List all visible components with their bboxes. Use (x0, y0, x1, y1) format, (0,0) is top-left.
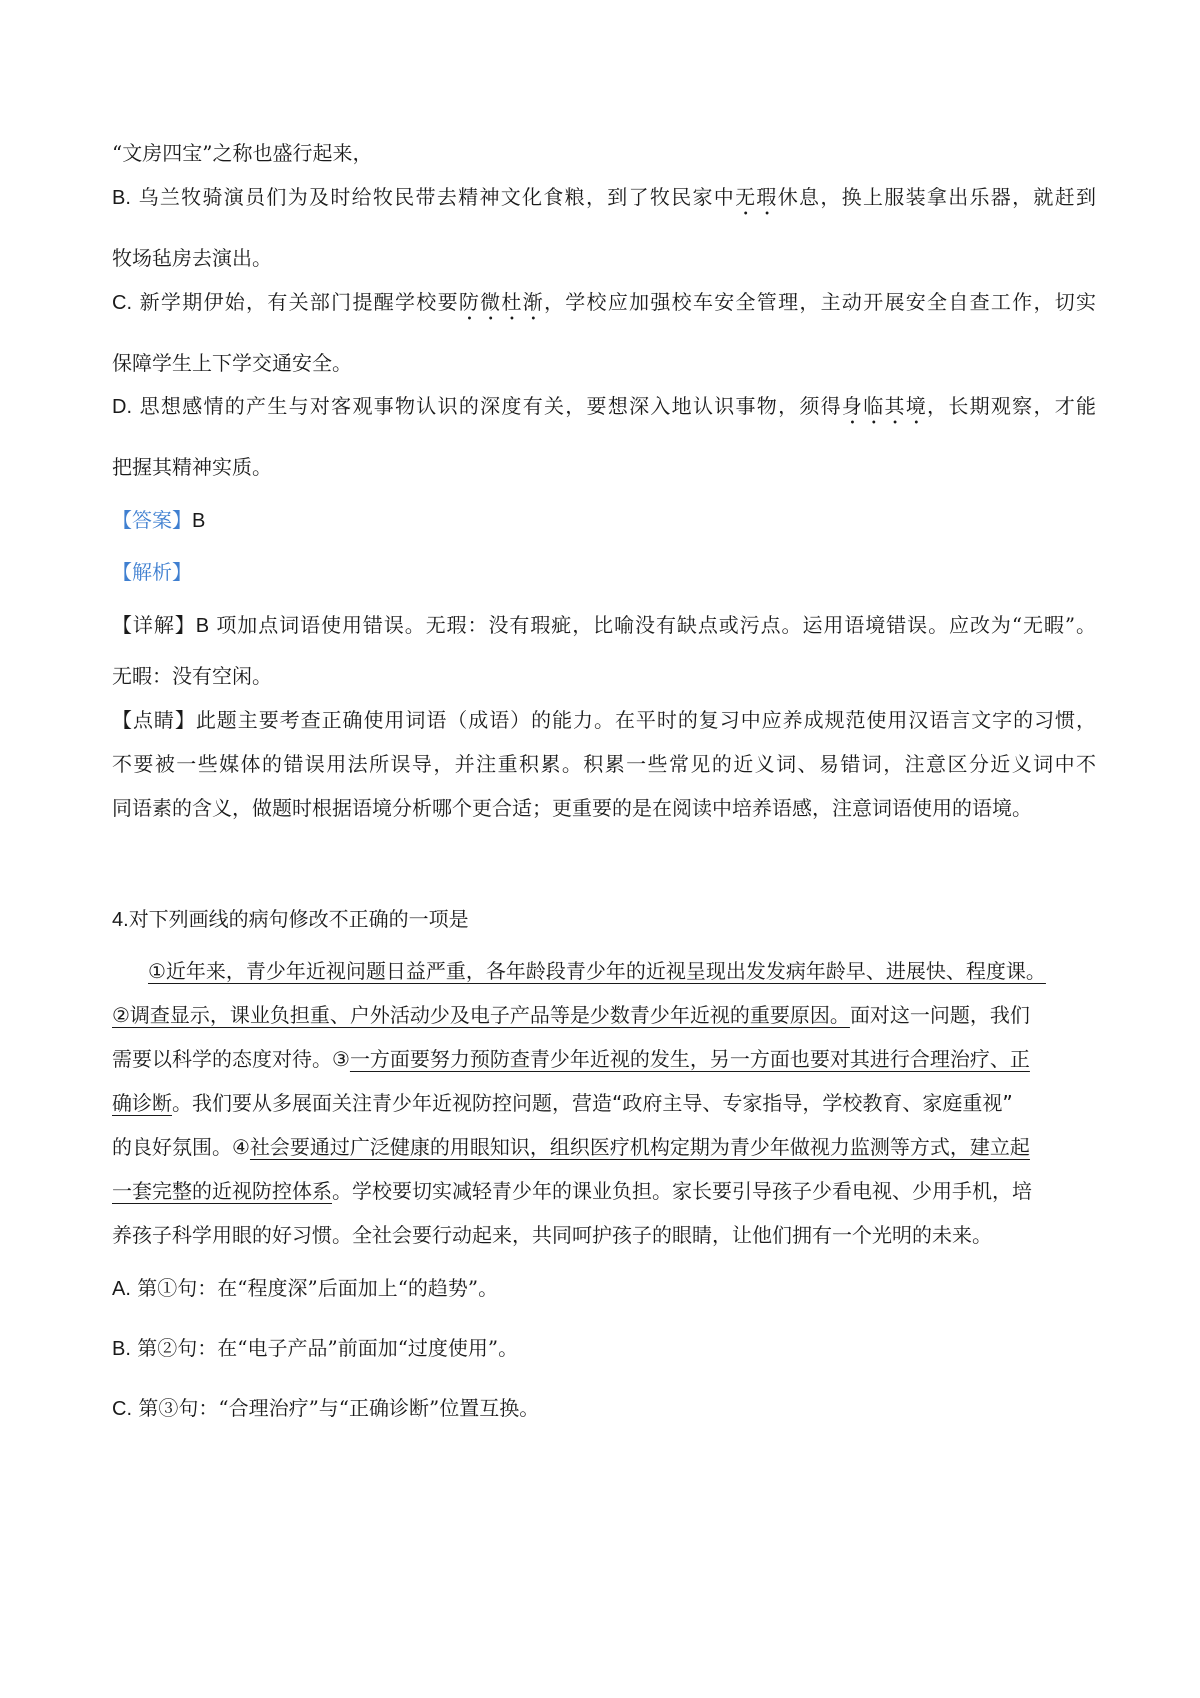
option-b (112, 182, 1096, 220)
tip-line1 (112, 705, 1096, 735)
passage-line7: 养孩子科学用眼的好习惯。全社会要行动起来，共同呵护孩子的眼睛，让他们拥有一个光明的未来。 (112, 1223, 992, 1247)
tip-text: 此题主要考查正确使用词语（成语）的能力。在平时的复习中应养成规范使用汉语言文字的习惯， (195, 708, 1097, 732)
underlined-sentence-4-end: 一套完整的近视防控体系 (112, 1179, 332, 1203)
detail-tag: 【详解】 (112, 613, 196, 637)
option-c (112, 287, 1096, 325)
option-a-continuation: “文房四宝”之称也盛行起来， (112, 141, 373, 165)
analysis-tag (112, 557, 1096, 587)
analysis-label: 【解析】 (112, 560, 192, 584)
option-a (112, 1273, 1096, 1304)
answer-value: B (192, 510, 206, 532)
option-c-line2: 保障学生上下学交通安全。 (112, 351, 352, 375)
detail-line2: 无暇：没有空闲。 (112, 664, 272, 688)
option-c (112, 1393, 1096, 1424)
passage-line4 (112, 1088, 1096, 1118)
option-d (112, 391, 1096, 429)
option-text: 第③句：“合理治疗”与“正确诊断”位置互换。 (132, 1396, 540, 1420)
question-text: 对下列画线的病句修改不正确的一项是 (128, 907, 469, 931)
option-letter: B. (112, 187, 131, 209)
underlined-sentence-3-end: 确诊断 (112, 1091, 172, 1115)
detail-text: 项加点词语使用错误。无瑕：没有瑕疵，比喻没有缺点或污点。运用语境错误。应改为“无暇”。 (209, 613, 1096, 637)
option-text: ，学校应加强校车安全管理，主动开展安全自查工作，切实 (543, 290, 1097, 314)
detail-line (112, 610, 1096, 641)
option-text: 新学期伊始，有关部门提醒学校要 (132, 290, 459, 314)
option-letter: D. (112, 396, 132, 418)
underlined-sentence-1: ①近年来，青少年近视问题日益严重，各年龄段青少年的近视呈现出发发病年龄早、进展快、程度课。 (148, 959, 1046, 983)
tip-tag: 【点睛】 (112, 708, 196, 732)
option-text: 休息，换上服装拿出乐器，就赶到 (777, 185, 1097, 209)
answer-line (112, 505, 1096, 536)
question-number: 4. (112, 909, 129, 931)
option-text: ，长期观察，才能 (927, 394, 1097, 418)
answer-tag: 【答案】 (112, 508, 192, 532)
option-letter: C. (112, 292, 132, 314)
option-d-line2: 把握其精神实质。 (112, 455, 272, 479)
question-4-stem (112, 904, 1096, 935)
passage-line5 (112, 1132, 1096, 1162)
option-text: 第②句：在“电子产品”前面加“过度使用”。 (130, 1336, 519, 1360)
emphasized-word: 防微杜渐 (458, 290, 544, 314)
emphasized-word: 无瑕 (735, 185, 778, 209)
option-letter: C. (112, 1398, 132, 1420)
passage-line1 (148, 956, 1096, 986)
tip-line2: 不要被一些媒体的错误用法所误导，并注重积累。积累一些常见的近义词、易错词，注意区分近义词中不 (112, 752, 1096, 776)
passage-text: 。我们要从多展面关注青少年近视防控问题，营造“政府主导、专家指导，学校教育、家庭重视” (172, 1091, 1013, 1115)
underlined-sentence-4: 社会要通过广泛健康的用眼知识，组织医疗机构定期为青少年做视力监测等方式，建立起 (249, 1135, 1030, 1159)
passage-line6 (112, 1176, 1096, 1206)
option-letter: A. (112, 1278, 131, 1300)
passage-line2 (112, 1000, 1096, 1030)
option-b-line2: 牧场毡房去演出。 (112, 246, 272, 270)
option-b (112, 1333, 1096, 1364)
option-text: 思想感情的产生与对客观事物认识的深度有关，要想深入地认识事物，须得 (132, 394, 842, 418)
emphasized-word: 身临其境 (841, 394, 928, 418)
passage-line3 (112, 1044, 1096, 1074)
passage-text: 的良好氛围。④ (112, 1135, 250, 1159)
tip-line3: 同语素的含义，做题时根据语境分析哪个更合适；更重要的是在阅读中培养语感，注意词语使用的语境。 (112, 796, 1032, 820)
underlined-sentence-2: ②调查显示，课业负担重、户外活动少及电子产品等是少数青少年近视的重要原因。 (112, 1003, 850, 1027)
option-letter: B. (112, 1338, 131, 1360)
passage-text: 需要以科学的态度对待。③ (112, 1047, 350, 1071)
option-text: 第①句：在“程度深”后面加上“的趋势”。 (130, 1276, 499, 1300)
detail-letter: B (195, 615, 210, 637)
underlined-sentence-3: 一方面要努力预防查青少年近视的发生，另一方面也要对其进行合理治疗、正 (349, 1047, 1030, 1071)
option-text: 乌兰牧骑演员们为及时给牧民带去精神文化食粮，到了牧民家中 (130, 185, 736, 209)
passage-text: 。学校要切实减轻青少年的课业负担。家长要引导孩子少看电视、少用手机，培 (332, 1179, 1032, 1203)
passage-text: 面对这一问题，我们 (849, 1003, 1030, 1027)
